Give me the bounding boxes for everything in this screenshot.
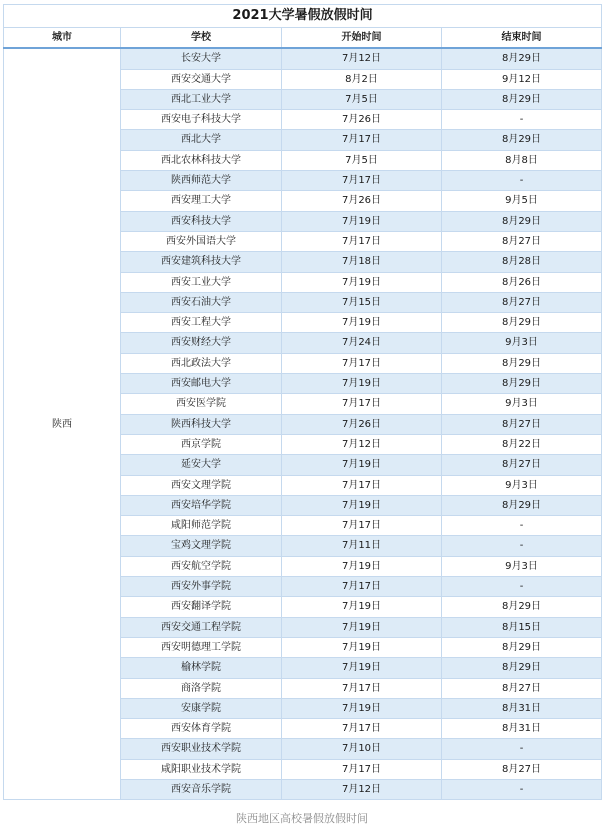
end-date-cell: 8月26日 xyxy=(442,272,602,292)
end-date-cell: 9月3日 xyxy=(442,475,602,495)
vacation-schedule-table xyxy=(3,4,602,800)
school-cell: 西安工程大学 xyxy=(121,313,282,333)
start-date-cell: 7月19日 xyxy=(282,211,442,231)
end-date-cell: 9月3日 xyxy=(442,394,602,414)
school-cell: 西京学院 xyxy=(121,434,282,454)
school-cell: 西安理工大学 xyxy=(121,191,282,211)
start-date-cell: 7月17日 xyxy=(282,231,442,251)
end-date-cell: - xyxy=(442,739,602,759)
school-cell: 西安航空学院 xyxy=(121,556,282,576)
school-cell: 西安培华学院 xyxy=(121,495,282,515)
start-date-cell: 7月17日 xyxy=(282,394,442,414)
end-date-cell: 8月8日 xyxy=(442,150,602,170)
start-date-cell: 7月17日 xyxy=(282,516,442,536)
start-date-cell: 7月15日 xyxy=(282,292,442,312)
start-date-cell: 7月19日 xyxy=(282,698,442,718)
end-date-cell: 8月29日 xyxy=(442,495,602,515)
end-date-cell: 8月31日 xyxy=(442,719,602,739)
school-cell: 西安明德理工学院 xyxy=(121,637,282,657)
start-date-cell: 7月19日 xyxy=(282,313,442,333)
start-date-cell: 7月26日 xyxy=(282,110,442,130)
start-date-cell: 7月19日 xyxy=(282,455,442,475)
end-date-cell: 9月3日 xyxy=(442,556,602,576)
end-date-cell: 8月22日 xyxy=(442,434,602,454)
school-cell: 西安科技大学 xyxy=(121,211,282,231)
school-cell: 西北政法大学 xyxy=(121,353,282,373)
school-cell: 西安职业技术学院 xyxy=(121,739,282,759)
header-school: 学校 xyxy=(121,28,282,49)
end-date-cell: - xyxy=(442,577,602,597)
end-date-cell: 8月29日 xyxy=(442,48,602,69)
image-caption: 陕西地区高校暑假放假时间 xyxy=(236,812,368,825)
school-cell: 长安大学 xyxy=(121,48,282,69)
end-date-cell: 8月27日 xyxy=(442,759,602,779)
start-date-cell: 7月26日 xyxy=(282,414,442,434)
end-date-cell: - xyxy=(442,171,602,191)
start-date-cell: 7月17日 xyxy=(282,759,442,779)
end-date-cell: 8月29日 xyxy=(442,89,602,109)
end-date-cell: 8月27日 xyxy=(442,414,602,434)
start-date-cell: 7月5日 xyxy=(282,89,442,109)
start-date-cell: 7月19日 xyxy=(282,495,442,515)
start-date-cell: 7月19日 xyxy=(282,374,442,394)
school-cell: 西安外国语大学 xyxy=(121,231,282,251)
school-cell: 西安交通大学 xyxy=(121,69,282,89)
school-cell: 延安大学 xyxy=(121,455,282,475)
start-date-cell: 8月2日 xyxy=(282,69,442,89)
header-end-date: 结束时间 xyxy=(442,28,602,49)
school-cell: 咸阳职业技术学院 xyxy=(121,759,282,779)
school-cell: 西安体育学院 xyxy=(121,719,282,739)
school-cell: 商洛学院 xyxy=(121,678,282,698)
school-cell: 西安建筑科技大学 xyxy=(121,252,282,272)
start-date-cell: 7月5日 xyxy=(282,150,442,170)
start-date-cell: 7月17日 xyxy=(282,353,442,373)
school-cell: 西安交通工程学院 xyxy=(121,617,282,637)
start-date-cell: 7月12日 xyxy=(282,48,442,69)
school-cell: 陕西师范大学 xyxy=(121,171,282,191)
end-date-cell: 8月15日 xyxy=(442,617,602,637)
school-cell: 宝鸡文理学院 xyxy=(121,536,282,556)
end-date-cell: 9月5日 xyxy=(442,191,602,211)
end-date-cell: 8月29日 xyxy=(442,313,602,333)
school-cell: 西北农林科技大学 xyxy=(121,150,282,170)
header-start-date: 开始时间 xyxy=(282,28,442,49)
table-body xyxy=(4,48,602,799)
end-date-cell: 8月29日 xyxy=(442,658,602,678)
school-cell: 西北工业大学 xyxy=(121,89,282,109)
school-cell: 西安电子科技大学 xyxy=(121,110,282,130)
end-date-cell: 8月27日 xyxy=(442,455,602,475)
table-title: 2021大学暑假放假时间 xyxy=(4,5,602,28)
school-cell: 西安医学院 xyxy=(121,394,282,414)
school-cell: 咸阳师范学院 xyxy=(121,516,282,536)
end-date-cell: - xyxy=(442,779,602,799)
school-cell: 西安音乐学院 xyxy=(121,779,282,799)
start-date-cell: 7月17日 xyxy=(282,475,442,495)
start-date-cell: 7月26日 xyxy=(282,191,442,211)
start-date-cell: 7月12日 xyxy=(282,779,442,799)
school-cell: 安康学院 xyxy=(121,698,282,718)
start-date-cell: 7月19日 xyxy=(282,617,442,637)
end-date-cell: 8月31日 xyxy=(442,698,602,718)
start-date-cell: 7月19日 xyxy=(282,658,442,678)
end-date-cell: 8月29日 xyxy=(442,130,602,150)
start-date-cell: 7月10日 xyxy=(282,739,442,759)
start-date-cell: 7月19日 xyxy=(282,556,442,576)
end-date-cell: - xyxy=(442,516,602,536)
end-date-cell: 8月29日 xyxy=(442,374,602,394)
end-date-cell: - xyxy=(442,110,602,130)
end-date-cell: 8月29日 xyxy=(442,597,602,617)
start-date-cell: 7月12日 xyxy=(282,434,442,454)
header-city: 城市 xyxy=(4,28,121,49)
school-cell: 西安文理学院 xyxy=(121,475,282,495)
start-date-cell: 7月19日 xyxy=(282,272,442,292)
school-cell: 西安财经大学 xyxy=(121,333,282,353)
end-date-cell: 8月27日 xyxy=(442,231,602,251)
end-date-cell: 8月27日 xyxy=(442,292,602,312)
end-date-cell: 8月29日 xyxy=(442,211,602,231)
school-cell: 西安石油大学 xyxy=(121,292,282,312)
start-date-cell: 7月17日 xyxy=(282,171,442,191)
start-date-cell: 7月19日 xyxy=(282,637,442,657)
start-date-cell: 7月17日 xyxy=(282,678,442,698)
school-cell: 陕西科技大学 xyxy=(121,414,282,434)
end-date-cell: 8月29日 xyxy=(442,353,602,373)
start-date-cell: 7月24日 xyxy=(282,333,442,353)
start-date-cell: 7月19日 xyxy=(282,597,442,617)
schedule-table-wrapper xyxy=(3,4,601,800)
start-date-cell: 7月18日 xyxy=(282,252,442,272)
end-date-cell: 8月27日 xyxy=(442,678,602,698)
end-date-cell: 8月29日 xyxy=(442,637,602,657)
start-date-cell: 7月11日 xyxy=(282,536,442,556)
city-cell: 陕西 xyxy=(4,48,121,799)
school-cell: 西安邮电大学 xyxy=(121,374,282,394)
school-cell: 西安翻译学院 xyxy=(121,597,282,617)
end-date-cell: - xyxy=(442,536,602,556)
start-date-cell: 7月17日 xyxy=(282,577,442,597)
school-cell: 西北大学 xyxy=(121,130,282,150)
school-cell: 西安工业大学 xyxy=(121,272,282,292)
table-row xyxy=(4,48,602,69)
start-date-cell: 7月17日 xyxy=(282,130,442,150)
school-cell: 西安外事学院 xyxy=(121,577,282,597)
school-cell: 榆林学院 xyxy=(121,658,282,678)
end-date-cell: 8月28日 xyxy=(442,252,602,272)
end-date-cell: 9月12日 xyxy=(442,69,602,89)
end-date-cell: 9月3日 xyxy=(442,333,602,353)
start-date-cell: 7月17日 xyxy=(282,719,442,739)
